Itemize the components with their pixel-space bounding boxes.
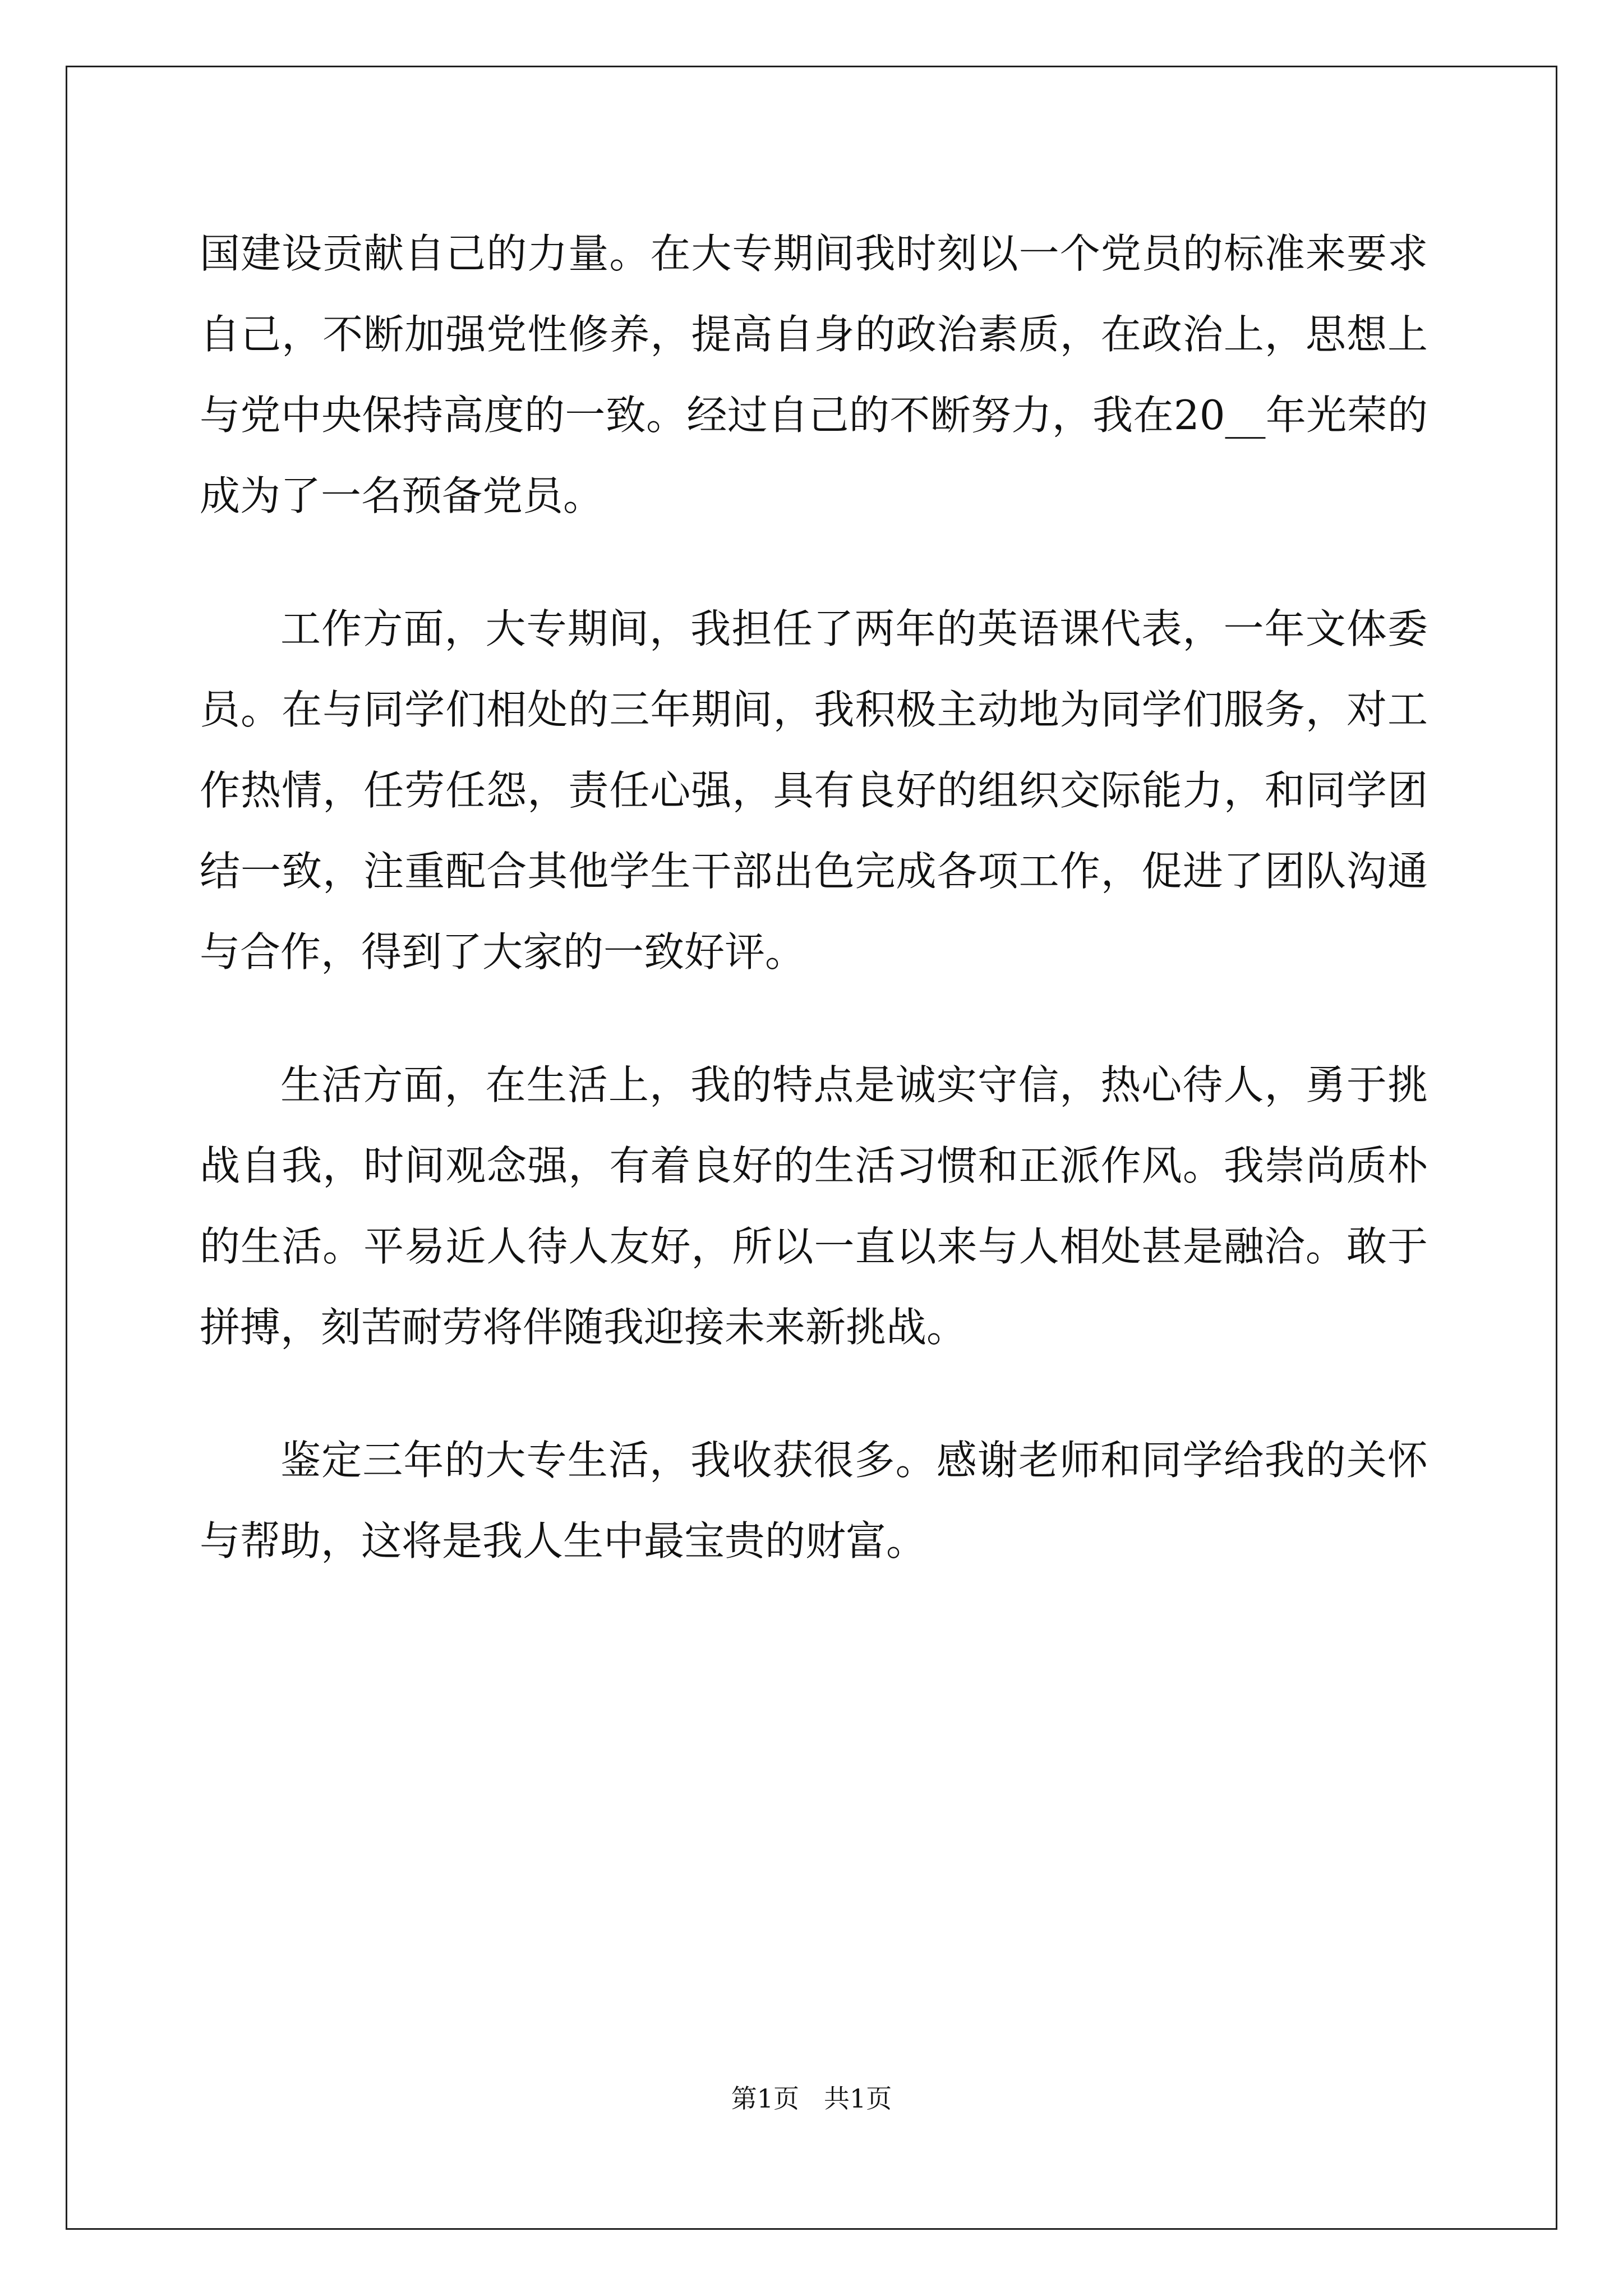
paragraph-gap <box>200 992 1428 1045</box>
text-line: 与合作，得到了大家的一致好评。 <box>200 928 806 976</box>
page-footer <box>0 2078 1623 2115</box>
page-total: 共1页 <box>823 2083 892 2114</box>
text-line: 作热情，任劳任怨，责任心强，具有良好的组织交际能力，和同学团 <box>200 767 1428 814</box>
text-line: 自己，不断加强党性修养，提高自身的政治素质，在政治上，思想上 <box>200 311 1428 358</box>
text-line: 结一致，注重配合其他学生干部出色完成各项工作，促进了团队沟通 <box>200 848 1428 895</box>
text-line: 工作方面，大专期间，我担任了两年的英语课代表，一年文体委 <box>280 605 1428 652</box>
text-line: 与帮助，这将是我人生中最宝贵的财富。 <box>200 1517 927 1565</box>
text-line: 鉴定三年的大专生活，我收获很多。感谢老师和同学给我的关怀 <box>280 1437 1428 1484</box>
text-line: 与党中央保持高度的一致。经过自己的不断努力，我在20__年光荣的 <box>200 392 1428 439</box>
text-line: 拼搏，刻苦耐劳将伴随我迎接未来新挑战。 <box>200 1304 967 1351</box>
paragraph-gap <box>200 536 1428 588</box>
document-body <box>200 213 1428 1581</box>
text-line: 成为了一名预备党员。 <box>200 472 604 519</box>
paragraph-gap <box>200 1368 1428 1420</box>
page-number: 第1页 <box>731 2083 800 2114</box>
text-line: 战自我，时间观念强，有着良好的生活习惯和正派作风。我崇尚质朴 <box>200 1142 1428 1189</box>
text-line: 的生活。平易近人待人友好，所以一直以来与人相处甚是融洽。敢于 <box>200 1223 1428 1270</box>
text-line: 员。在与同学们相处的三年期间，我积极主动地为同学们服务，对工 <box>200 686 1428 733</box>
text-line: 国建设贡献自己的力量。在大专期间我时刻以一个党员的标准来要求 <box>200 230 1428 277</box>
text-line: 生活方面，在生活上，我的特点是诚实守信，热心待人，勇于挑 <box>280 1061 1428 1108</box>
